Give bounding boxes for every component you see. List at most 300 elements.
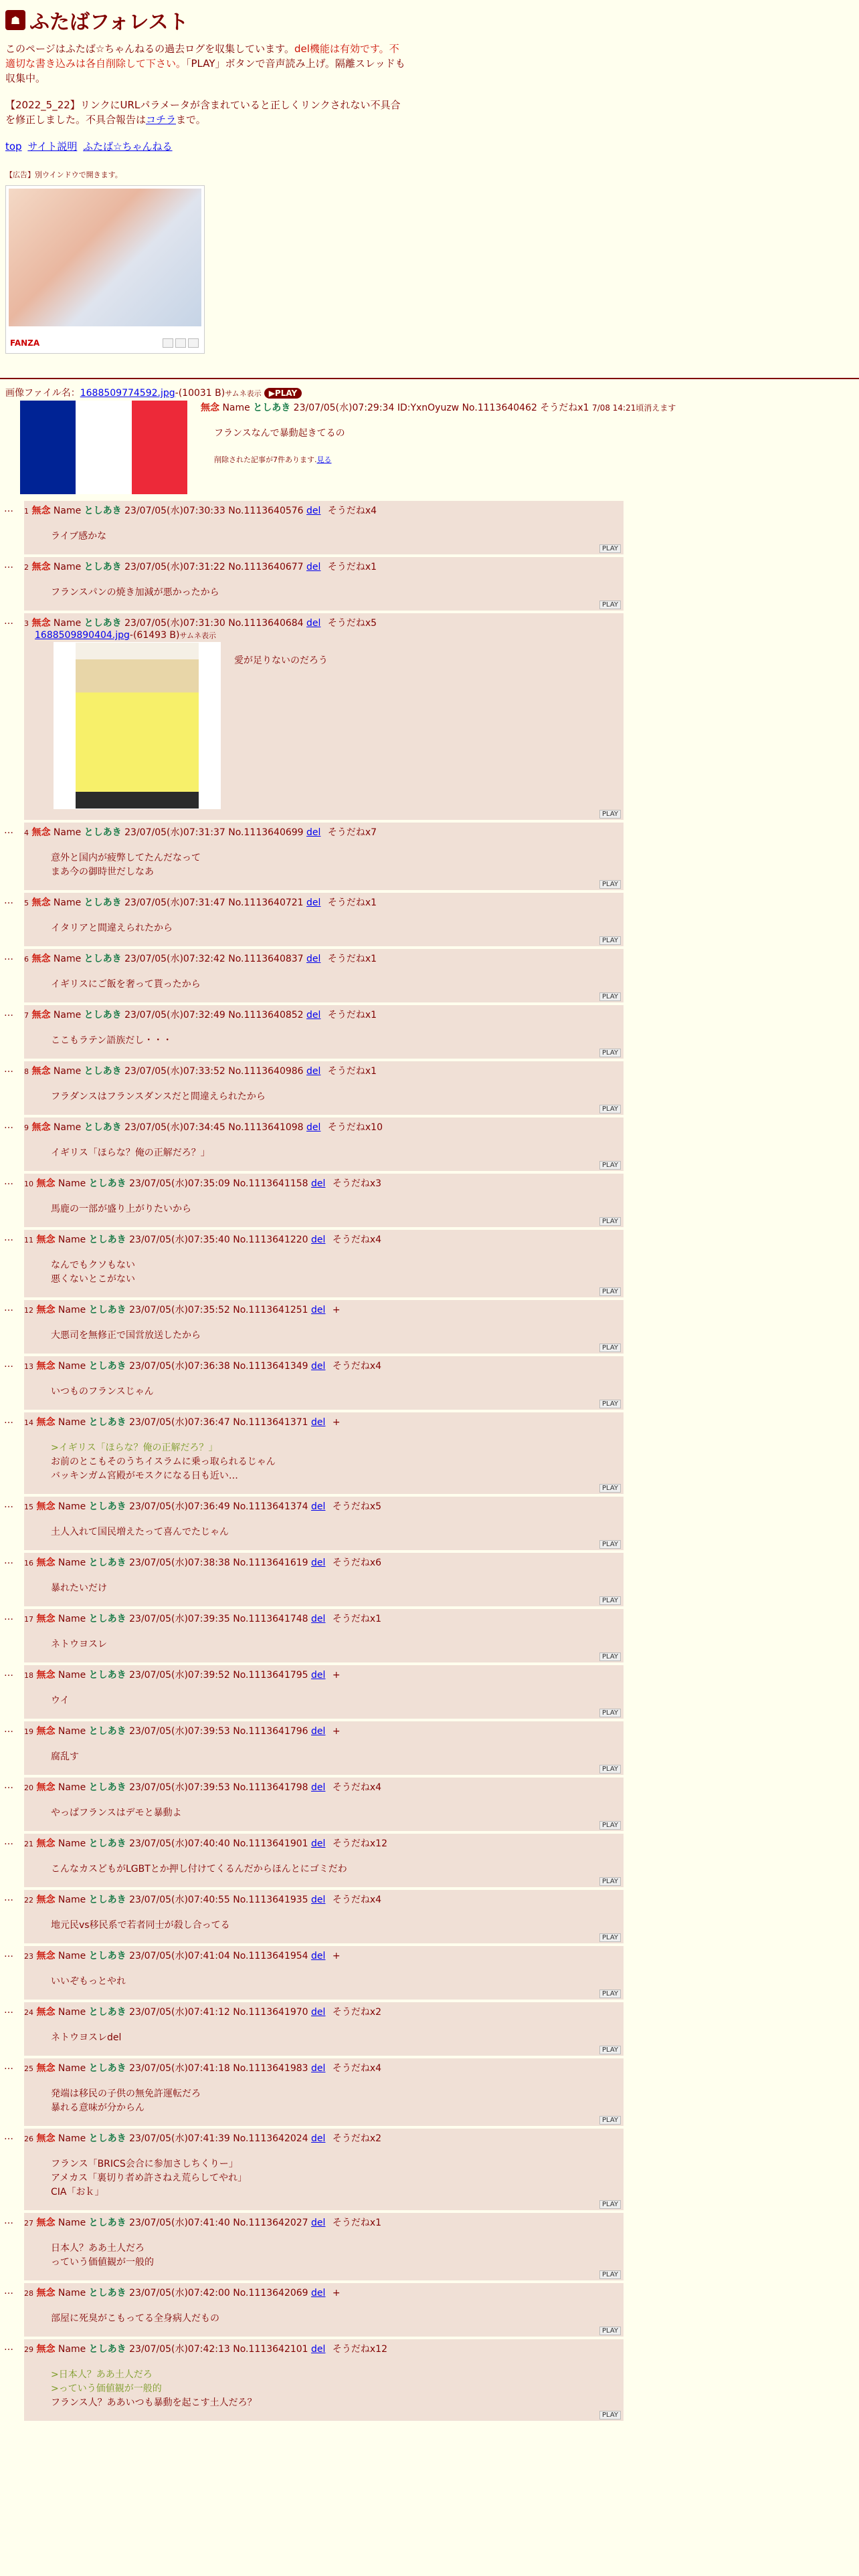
reply-dots: … xyxy=(4,952,13,962)
reply-post xyxy=(24,1721,624,1775)
reply-message xyxy=(51,1694,621,1708)
reply-play-button[interactable]: PLAY xyxy=(599,2327,621,2335)
reply-row xyxy=(0,1609,859,1662)
del-link[interactable]: del xyxy=(311,2063,326,2074)
message-line: 腐乱す xyxy=(51,1751,79,1762)
name-label: Name xyxy=(58,1178,86,1189)
futaba-logo-icon[interactable]: ☗ xyxy=(5,10,25,30)
reply-subject: 無念 xyxy=(36,1838,56,1849)
del-link[interactable]: del xyxy=(311,1726,326,1737)
op-number: No.1113640462 xyxy=(462,403,537,413)
quote-line: >っていう価値観が一般的 xyxy=(51,2383,162,2394)
reply-header xyxy=(24,897,621,909)
reply-play-button[interactable]: PLAY xyxy=(599,936,621,945)
reply-play-button[interactable]: PLAY xyxy=(599,1105,621,1113)
reply-number[interactable]: No.1113641158 xyxy=(233,1178,308,1189)
reply-name: としあき xyxy=(84,1010,122,1021)
reply-message xyxy=(51,1146,621,1160)
del-link[interactable]: del xyxy=(306,827,321,838)
reply-post xyxy=(24,1946,624,2000)
reply-subject: 無念 xyxy=(36,2007,56,2018)
sodane-button[interactable]: そうだねx5 xyxy=(327,618,377,629)
reply-number[interactable]: No.1113641935 xyxy=(233,1895,308,1905)
reply-file-link[interactable]: 1688509890404.jpg xyxy=(35,630,130,641)
reply-play-button[interactable]: PLAY xyxy=(599,1400,621,1408)
message-line: いいぞもっとやれ xyxy=(51,1976,126,1987)
reply-post xyxy=(24,1890,624,1943)
reply-name: としあき xyxy=(84,954,122,964)
del-link[interactable]: del xyxy=(311,1305,326,1315)
reply-number[interactable]: No.1113640684 xyxy=(228,618,304,629)
reply-index: 26 xyxy=(24,2135,33,2143)
op-id: ID:YxnOyuzw xyxy=(397,403,460,413)
reply-name: としあき xyxy=(84,1122,122,1133)
reply-date: 23/07/05(水)07:41:04 xyxy=(129,1951,230,1961)
reply-subject: 無念 xyxy=(36,1361,56,1372)
reply-subject: 無念 xyxy=(36,1501,56,1512)
del-link[interactable]: del xyxy=(311,1670,326,1681)
del-link[interactable]: del xyxy=(306,1066,321,1077)
name-label: Name xyxy=(58,1895,86,1905)
reply-message xyxy=(51,851,621,879)
message-line: 意外と国内が疲弊してたんだなって xyxy=(51,853,201,863)
reply-play-button[interactable]: PLAY xyxy=(599,1540,621,1549)
reply-date: 23/07/05(水)07:39:53 xyxy=(129,1726,230,1737)
reply-header xyxy=(24,1894,621,1907)
reply-thumbnail[interactable] xyxy=(54,642,221,809)
reply-number[interactable]: No.1113641619 xyxy=(233,1558,308,1568)
ad-brand: FANZA xyxy=(10,338,40,348)
reply-index: 24 xyxy=(24,2008,33,2017)
reply-date: 23/07/05(水)07:31:22 xyxy=(124,562,225,572)
reply-number[interactable]: No.1113640576 xyxy=(228,506,304,516)
sodane-button[interactable]: + xyxy=(332,1726,341,1737)
sodane-button[interactable]: + xyxy=(332,1417,341,1428)
del-link[interactable]: del xyxy=(311,2007,326,2018)
reply-message xyxy=(51,2312,621,2326)
sodane-button[interactable]: そうだねx4 xyxy=(332,1235,382,1245)
reply-number[interactable]: No.1113640837 xyxy=(228,954,304,964)
sodane-button[interactable]: + xyxy=(332,2288,341,2298)
message-line: まあ今の御時世だしなあ xyxy=(51,867,154,877)
op-play-button[interactable]: ▶PLAY xyxy=(264,388,302,399)
reply-play-button[interactable]: PLAY xyxy=(599,1049,621,1057)
sodane-button[interactable]: + xyxy=(332,1305,341,1315)
reply-subject: 無念 xyxy=(31,506,51,516)
del-link[interactable]: del xyxy=(311,1235,326,1245)
nav-about-link[interactable]: サイト説明 xyxy=(27,140,78,152)
del-link[interactable]: del xyxy=(306,1010,321,1021)
del-link[interactable]: del xyxy=(311,1361,326,1372)
reply-post xyxy=(24,1230,624,1297)
reply-number[interactable]: No.1113641954 xyxy=(233,1951,308,1961)
reply-name: としあき xyxy=(88,1838,126,1849)
reply-subject: 無念 xyxy=(36,1614,56,1624)
reply-number[interactable]: No.1113640677 xyxy=(228,562,304,572)
show-deleted-link[interactable]: 見る xyxy=(316,455,332,464)
op-post xyxy=(0,386,859,494)
op-header xyxy=(201,401,676,414)
reply-number[interactable]: No.1113640986 xyxy=(228,1066,304,1077)
sodane-button[interactable]: そうだねx2 xyxy=(332,2007,382,2018)
reply-dots: … xyxy=(4,1836,13,1847)
reply-index: 19 xyxy=(24,1727,33,1736)
sodane-button[interactable]: そうだねx2 xyxy=(332,2133,382,2144)
del-link[interactable]: del xyxy=(306,954,321,964)
op-sodane[interactable]: そうだねx1 xyxy=(540,403,589,413)
reply-post xyxy=(24,1005,624,1059)
reply-dots: … xyxy=(4,1303,13,1313)
reply-number[interactable]: No.1113641349 xyxy=(233,1361,308,1372)
reply-message xyxy=(51,1750,621,1764)
name-label: Name xyxy=(58,1951,86,1961)
nav-futaba-link[interactable]: ふたば☆ちゃんねる xyxy=(83,140,173,152)
reply-dots: … xyxy=(4,2286,13,2296)
reply-date: 23/07/05(水)07:41:18 xyxy=(129,2063,230,2074)
reply-date: 23/07/05(水)07:41:39 xyxy=(129,2133,230,2144)
message-line: こんなカスどもがLGBTとか押し付けてくるんだからほんとにゴミだわ xyxy=(51,1864,347,1874)
reply-row xyxy=(0,1174,859,1227)
reply-file-line xyxy=(35,630,621,641)
reply-dots: … xyxy=(4,2342,13,2353)
sodane-button[interactable]: そうだねx4 xyxy=(332,1782,382,1793)
name-label: Name xyxy=(58,1782,86,1793)
reply-index: 10 xyxy=(24,1180,33,1188)
reply-play-button[interactable]: PLAY xyxy=(599,2200,621,2209)
del-link[interactable]: del xyxy=(311,2344,326,2355)
quote-line: >イギリス「ほらな？俺の正解だろ？」 xyxy=(51,1442,218,1453)
reply-dots: … xyxy=(4,1949,13,1959)
notice-text: 【2022_5_22】リンクにURLパラメータが含まれていると正しくリンクされない不具合を修正しました。不具合報告は xyxy=(5,99,401,126)
reply-number[interactable]: No.1113641795 xyxy=(233,1670,308,1681)
reply-index: 8 xyxy=(24,1067,29,1076)
reply-post xyxy=(24,2213,624,2280)
sodane-button[interactable]: そうだねx1 xyxy=(327,1010,377,1021)
reply-number[interactable]: No.1113642024 xyxy=(233,2133,308,2144)
reply-row xyxy=(0,1946,859,2000)
reply-play-button[interactable]: PLAY xyxy=(599,1287,621,1296)
reply-number[interactable]: No.1113641796 xyxy=(233,1726,308,1737)
del-link[interactable]: del xyxy=(306,506,321,516)
message-line: アメカス「裏切り者め許さねえ荒らしてやれ」 xyxy=(51,2173,248,2183)
reply-subject: 無念 xyxy=(36,2133,56,2144)
reply-dots: … xyxy=(4,2005,13,2016)
reply-play-button[interactable]: PLAY xyxy=(599,2270,621,2279)
del-link[interactable]: del xyxy=(311,2288,326,2298)
reply-message xyxy=(51,530,621,544)
reply-post xyxy=(24,823,624,890)
sodane-button[interactable]: そうだねx1 xyxy=(327,562,377,572)
sodane-button[interactable]: + xyxy=(332,1951,341,1961)
reply-date: 23/07/05(水)07:32:42 xyxy=(124,954,225,964)
reply-header xyxy=(24,1669,621,1682)
reply-number[interactable]: No.1113640699 xyxy=(228,827,304,838)
sodane-button[interactable]: そうだねx4 xyxy=(327,506,377,516)
reply-subject: 無念 xyxy=(36,1305,56,1315)
del-link[interactable]: del xyxy=(311,1417,326,1428)
reply-name: としあき xyxy=(88,1558,126,1568)
reply-message xyxy=(51,1441,621,1483)
reply-header xyxy=(24,2217,621,2230)
intro-text xyxy=(5,41,407,86)
reply-row xyxy=(0,1061,859,1115)
sodane-button[interactable]: そうだねx12 xyxy=(332,2344,387,2355)
reply-row xyxy=(0,1300,859,1354)
reply-number[interactable]: No.1113642027 xyxy=(233,2218,308,2228)
del-link[interactable]: del xyxy=(306,618,321,629)
reply-play-button[interactable]: PLAY xyxy=(599,601,621,609)
del-link[interactable]: del xyxy=(311,1951,326,1961)
message-line: 大悪司を無修正で国営放送したから xyxy=(51,1330,201,1341)
reply-row xyxy=(0,949,859,1002)
sodane-button[interactable]: そうだねx1 xyxy=(332,1614,382,1624)
del-link[interactable]: del xyxy=(311,2133,326,2144)
reply-subject: 無念 xyxy=(36,1670,56,1681)
name-label: Name xyxy=(58,1235,86,1245)
bug-report-link[interactable]: コチラ xyxy=(146,114,177,126)
nav-top-link[interactable]: top xyxy=(5,140,22,152)
reply-play-button[interactable]: PLAY xyxy=(599,1652,621,1661)
message-line: ネトウヨスレ xyxy=(51,1639,107,1650)
reply-index: 16 xyxy=(24,1559,33,1568)
reply-play-button[interactable]: PLAY xyxy=(599,992,621,1001)
sodane-button[interactable]: + xyxy=(332,1670,341,1681)
reply-file-size: -(61493 B) xyxy=(129,630,180,641)
reply-play-button[interactable]: PLAY xyxy=(599,1596,621,1605)
nav-links xyxy=(5,139,854,153)
sodane-button[interactable]: そうだねx1 xyxy=(332,2218,382,2228)
reply-date: 23/07/05(水)07:41:12 xyxy=(129,2007,230,2018)
name-label: Name xyxy=(58,1501,86,1512)
reply-number[interactable]: No.1113641251 xyxy=(233,1305,308,1315)
reply-date: 23/07/05(水)07:34:45 xyxy=(124,1122,225,1133)
reply-index: 14 xyxy=(24,1418,33,1427)
reply-play-button[interactable]: PLAY xyxy=(599,1217,621,1226)
sodane-button[interactable]: そうだねx1 xyxy=(327,954,377,964)
reply-name: としあき xyxy=(88,1951,126,1961)
reply-play-button[interactable]: PLAY xyxy=(599,2116,621,2125)
del-link[interactable]: del xyxy=(311,2218,326,2228)
quote-line: >日本人？ああ土人だろ xyxy=(51,2369,153,2380)
reply-play-button[interactable]: PLAY xyxy=(599,1709,621,1717)
reply-play-button[interactable]: PLAY xyxy=(599,2411,621,2420)
reply-index: 17 xyxy=(24,1615,33,1624)
reply-header xyxy=(24,1501,621,1513)
reply-post xyxy=(24,613,624,820)
ad-dot-button[interactable] xyxy=(175,338,186,348)
reply-number[interactable]: No.1113642069 xyxy=(233,2288,308,2298)
reply-post xyxy=(24,1834,624,1887)
ad-prev-button[interactable] xyxy=(163,338,173,348)
reply-header xyxy=(24,1178,621,1190)
ad-banner[interactable] xyxy=(5,185,205,354)
reply-play-button[interactable]: PLAY xyxy=(599,1161,621,1170)
thumb-toggle[interactable]: サムネ表示 xyxy=(179,631,216,640)
reply-post xyxy=(24,2129,624,2210)
reply-play-button[interactable]: PLAY xyxy=(599,810,621,819)
name-label: Name xyxy=(58,2218,86,2228)
sodane-button[interactable]: そうだねx1 xyxy=(327,1066,377,1077)
reply-row xyxy=(0,1412,859,1494)
reply-number[interactable]: No.1113642101 xyxy=(233,2344,308,2355)
del-link[interactable]: del xyxy=(306,562,321,572)
reply-index: 28 xyxy=(24,2289,33,2298)
reply-name: としあき xyxy=(88,2133,126,2144)
del-link[interactable]: del xyxy=(311,1614,326,1624)
reply-index: 15 xyxy=(24,1503,33,1511)
reply-date: 23/07/05(水)07:35:40 xyxy=(129,1235,230,1245)
reply-message xyxy=(51,1806,621,1820)
reply-play-button[interactable]: PLAY xyxy=(599,1821,621,1830)
reply-number[interactable]: No.1113640852 xyxy=(228,1010,304,1021)
sodane-button[interactable]: そうだねx6 xyxy=(332,1558,382,1568)
del-link[interactable]: del xyxy=(306,897,321,908)
reply-message xyxy=(51,1259,621,1287)
name-label: Name xyxy=(58,2344,86,2355)
del-link[interactable]: del xyxy=(311,1782,326,1793)
reply-row xyxy=(0,1721,859,1775)
reply-message xyxy=(51,1385,621,1399)
del-link[interactable]: del xyxy=(311,1838,326,1849)
name-label: Name xyxy=(53,897,82,908)
message-line: 日本人？ああ土人だろ xyxy=(51,2243,145,2254)
message-line: なんでもクソもない xyxy=(51,1260,135,1271)
op-file-link[interactable]: 1688509774592.jpg xyxy=(80,388,175,399)
reply-dots: … xyxy=(4,1064,13,1075)
sodane-button[interactable]: そうだねx4 xyxy=(332,2063,382,2074)
reply-header xyxy=(24,1304,621,1317)
ad-label: 【広告】別ウインドウで開きます。 xyxy=(5,171,122,179)
reply-number[interactable]: No.1113641901 xyxy=(233,1838,308,1849)
thumb-toggle[interactable]: サムネ表示 xyxy=(225,389,262,398)
reply-subject: 無念 xyxy=(36,1951,56,1961)
reply-dots: … xyxy=(4,895,13,906)
del-link[interactable]: del xyxy=(306,1122,321,1133)
reply-subject: 無念 xyxy=(36,1558,56,1568)
reply-play-button[interactable]: PLAY xyxy=(599,544,621,553)
reply-number[interactable]: No.1113641220 xyxy=(233,1235,308,1245)
file-label: 画像ファイル名： xyxy=(5,388,80,399)
reply-header xyxy=(24,827,621,839)
reply-number[interactable]: No.1113641098 xyxy=(228,1122,304,1133)
reply-name: としあき xyxy=(88,1235,126,1245)
name-label: Name xyxy=(53,562,82,572)
reply-name: としあき xyxy=(88,2344,126,2355)
reply-row xyxy=(0,2058,859,2126)
reply-post xyxy=(24,1778,624,1831)
reply-play-button[interactable]: PLAY xyxy=(599,1990,621,1998)
reply-name: としあき xyxy=(88,1305,126,1315)
op-thumbnail[interactable] xyxy=(20,401,187,494)
reply-subject: 無念 xyxy=(31,954,51,964)
deleted-text: 削除された記事が7件あります. xyxy=(214,455,317,464)
message-line: CIA「おｋ」 xyxy=(51,2187,104,2197)
ad-next-button[interactable] xyxy=(188,338,199,348)
reply-post xyxy=(24,2058,624,2126)
message-line: 愛が足りないのだろう xyxy=(234,655,328,666)
reply-subject: 無念 xyxy=(36,2218,56,2228)
name-label: Name xyxy=(58,1417,86,1428)
del-link[interactable]: del xyxy=(311,1895,326,1905)
reply-header xyxy=(24,953,621,966)
reply-play-button[interactable]: PLAY xyxy=(599,1484,621,1493)
reply-header xyxy=(24,1950,621,1963)
reply-date: 23/07/05(水)07:40:40 xyxy=(129,1838,230,1849)
sodane-button[interactable]: そうだねx4 xyxy=(332,1361,382,1372)
sodane-button[interactable]: そうだねx4 xyxy=(332,1895,382,1905)
sodane-button[interactable]: そうだねx5 xyxy=(332,1501,382,1512)
reply-index: 9 xyxy=(24,1123,29,1132)
ad-image[interactable] xyxy=(9,189,201,326)
sodane-button[interactable]: そうだねx3 xyxy=(332,1178,382,1189)
reply-index: 29 xyxy=(24,2345,33,2354)
name-label: Name xyxy=(53,1010,82,1021)
del-link[interactable]: del xyxy=(311,1558,326,1568)
name-label: Name xyxy=(53,954,82,964)
del-link[interactable]: del xyxy=(311,1178,326,1189)
name-label: Name xyxy=(53,1066,82,1077)
name-label: Name xyxy=(222,403,250,413)
reply-name: としあき xyxy=(88,2288,126,2298)
reply-row xyxy=(0,2339,859,2421)
sodane-button[interactable]: そうだねx1 xyxy=(327,897,377,908)
reply-play-button[interactable]: PLAY xyxy=(599,1765,621,1774)
del-link[interactable]: del xyxy=(311,1501,326,1512)
sodane-button[interactable]: そうだねx7 xyxy=(327,827,377,838)
reply-message xyxy=(51,1919,621,1933)
site-title: ふたばフォレスト xyxy=(29,11,189,34)
reply-number[interactable]: No.1113640721 xyxy=(228,897,304,908)
reply-dots: … xyxy=(4,1893,13,1903)
reply-index: 4 xyxy=(24,829,29,837)
reply-date: 23/07/05(水)07:33:52 xyxy=(124,1066,225,1077)
reply-dots: … xyxy=(4,1612,13,1622)
message-line: ここもラテン語族だし・・・ xyxy=(51,1035,173,1046)
reply-number[interactable]: No.1113641983 xyxy=(233,2063,308,2074)
reply-header xyxy=(24,1725,621,1738)
reply-number[interactable]: No.1113641748 xyxy=(233,1614,308,1624)
name-label: Name xyxy=(58,1838,86,1849)
reply-number[interactable]: No.1113641374 xyxy=(233,1501,308,1512)
reply-name: としあき xyxy=(88,1782,126,1793)
name-label: Name xyxy=(58,1558,86,1568)
reply-subject: 無念 xyxy=(31,897,51,908)
reply-dots: … xyxy=(4,1120,13,1131)
reply-message xyxy=(51,1090,621,1104)
reply-header xyxy=(24,505,621,518)
reply-play-button[interactable]: PLAY xyxy=(599,880,621,889)
update-notice xyxy=(5,98,407,127)
op-file-line xyxy=(5,386,854,399)
notice-tail: まで。 xyxy=(176,114,206,126)
reply-index: 11 xyxy=(24,1236,33,1245)
sodane-button[interactable]: そうだねx10 xyxy=(327,1122,383,1133)
reply-play-button[interactable]: PLAY xyxy=(599,2046,621,2054)
reply-row xyxy=(0,613,859,820)
reply-play-button[interactable]: PLAY xyxy=(599,1877,621,1886)
reply-number[interactable]: No.1113641970 xyxy=(233,2007,308,2018)
reply-header xyxy=(24,1065,621,1078)
reply-number[interactable]: No.1113641798 xyxy=(233,1782,308,1793)
reply-play-button[interactable]: PLAY xyxy=(599,1933,621,1942)
reply-play-button[interactable]: PLAY xyxy=(599,1344,621,1352)
reply-message xyxy=(51,2242,621,2270)
reply-message xyxy=(51,2157,621,2199)
sodane-button[interactable]: そうだねx12 xyxy=(332,1838,387,1849)
reply-row xyxy=(0,2002,859,2056)
reply-index: 22 xyxy=(24,1896,33,1905)
reply-number[interactable]: No.1113641371 xyxy=(233,1417,308,1428)
